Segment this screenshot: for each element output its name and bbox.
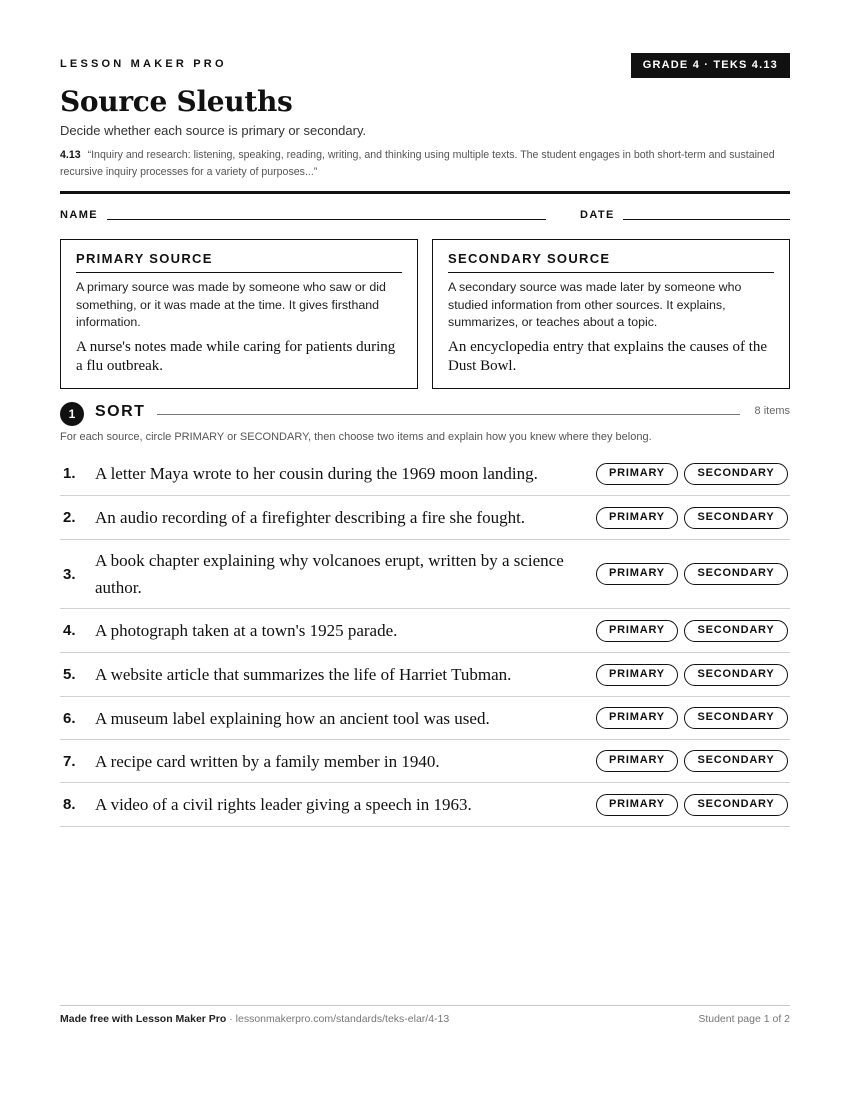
standard-description [60,147,790,181]
name-field[interactable] [107,219,546,220]
primary-choice[interactable]: PRIMARY [596,794,678,816]
item-number: 3. [63,565,76,583]
item-number: 6. [63,709,76,727]
secondary-choice[interactable]: SECONDARY [684,507,788,529]
item-text: An audio recording of a firefighter describing a fire she fought. [95,508,526,527]
primary-choice[interactable]: PRIMARY [596,620,678,642]
secondary-choice[interactable]: SECONDARY [684,463,788,485]
item-number: 7. [63,752,76,770]
item-text: A photograph taken at a town's 1925 parade. [95,621,398,640]
list-item [60,783,790,827]
secondary-source-description: A secondary source was made later by someone who studied information from other sources. It explains, summarizes, or teaches about a topic. [448,280,742,330]
secondary-choice[interactable]: SECONDARY [684,620,788,642]
choice-group [596,664,788,686]
secondary-source-example: An encyclopedia entry that explains the causes of the Dust Bowl. [448,338,768,374]
secondary-source-heading: SECONDARY SOURCE [448,251,774,273]
choice-group [596,463,788,485]
date-field[interactable] [623,219,790,220]
worksheet-page [60,0,790,1100]
secondary-choice[interactable]: SECONDARY [684,664,788,686]
primary-source-heading: PRIMARY SOURCE [76,251,402,273]
page-title: Source Sleuths [60,85,293,118]
item-text: A museum label explaining how an ancient tool was used. [95,708,490,728]
primary-choice[interactable]: PRIMARY [596,707,678,729]
choice-group [596,794,788,816]
secondary-choice[interactable]: SECONDARY [684,794,788,816]
standard-code: 4.13 [60,149,81,161]
item-number: 4. [63,622,76,639]
primary-choice[interactable]: PRIMARY [596,463,678,485]
secondary-choice[interactable]: SECONDARY [684,563,788,585]
footer-made-with: Made free with Lesson Maker Pro [60,1013,227,1025]
choice-group [596,707,788,729]
item-text: A letter Maya wrote to her cousin during the 1969 moon landing. [95,464,538,483]
footer-divider [60,1005,790,1006]
section-instructions: For each source, circle PRIMARY or SECONDARY, then choose two items and explain how you knew where they belong. [60,431,652,443]
list-item [60,496,790,540]
list-item [60,609,790,653]
item-text: A website article that summarizes the life of Harriet Tubman. [95,665,512,684]
item-number: 8. [63,796,76,813]
brand-name: LESSON MAKER PRO [60,58,227,70]
standard-text: “Inquiry and research: listening, speaking, reading, writing, and thinking using multiple texts. The student engages in both short-term and sustained recursive inquiry processes for a variety of purposes...” [60,149,775,178]
primary-choice[interactable]: PRIMARY [596,750,678,772]
choice-group [596,750,788,772]
item-text: A video of a civil rights leader giving a speech in 1963. [95,795,472,814]
footer-url: · lessonmakerpro.com/standards/teks-elar/4-13 [226,1013,450,1025]
section-divider [157,414,740,415]
item-number: 1. [63,465,76,482]
primary-source-definition [60,239,418,389]
item-count: 8 items [754,405,790,417]
list-item [60,452,790,496]
item-text: A book chapter explaining why volcanoes erupt, written by a science author. [95,551,564,597]
footer-page-number: Student page 1 of 2 [698,1013,790,1025]
primary-choice[interactable]: PRIMARY [596,563,678,585]
item-number: 5. [63,666,76,683]
list-item [60,740,790,783]
primary-choice[interactable]: PRIMARY [596,664,678,686]
source-list [60,452,790,827]
footer-credit [60,1013,449,1025]
date-label: DATE [580,209,615,221]
choice-group [596,507,788,529]
primary-source-description: A primary source was made by someone who saw or did something, or it was made at the time. It gives firsthand information. [76,280,386,330]
secondary-choice[interactable]: SECONDARY [684,750,788,772]
secondary-source-definition [432,239,790,389]
name-label: NAME [60,209,98,221]
section-title: SORT [95,403,146,420]
list-item [60,540,790,609]
grade-badge: GRADE 4 · TEKS 4.13 [631,53,790,78]
header-divider [60,191,790,194]
section-number-badge: 1 [60,402,84,426]
choice-group [596,620,788,642]
list-item [60,653,790,697]
secondary-choice[interactable]: SECONDARY [684,707,788,729]
primary-source-example: A nurse's notes made while caring for patients during a flu outbreak. [76,338,396,374]
choice-group [596,563,788,585]
list-item [60,697,790,740]
page-subtitle: Decide whether each source is primary or secondary. [60,123,367,138]
primary-choice[interactable]: PRIMARY [596,507,678,529]
item-number: 2. [63,509,76,526]
item-text: A recipe card written by a family member in 1940. [95,751,440,771]
